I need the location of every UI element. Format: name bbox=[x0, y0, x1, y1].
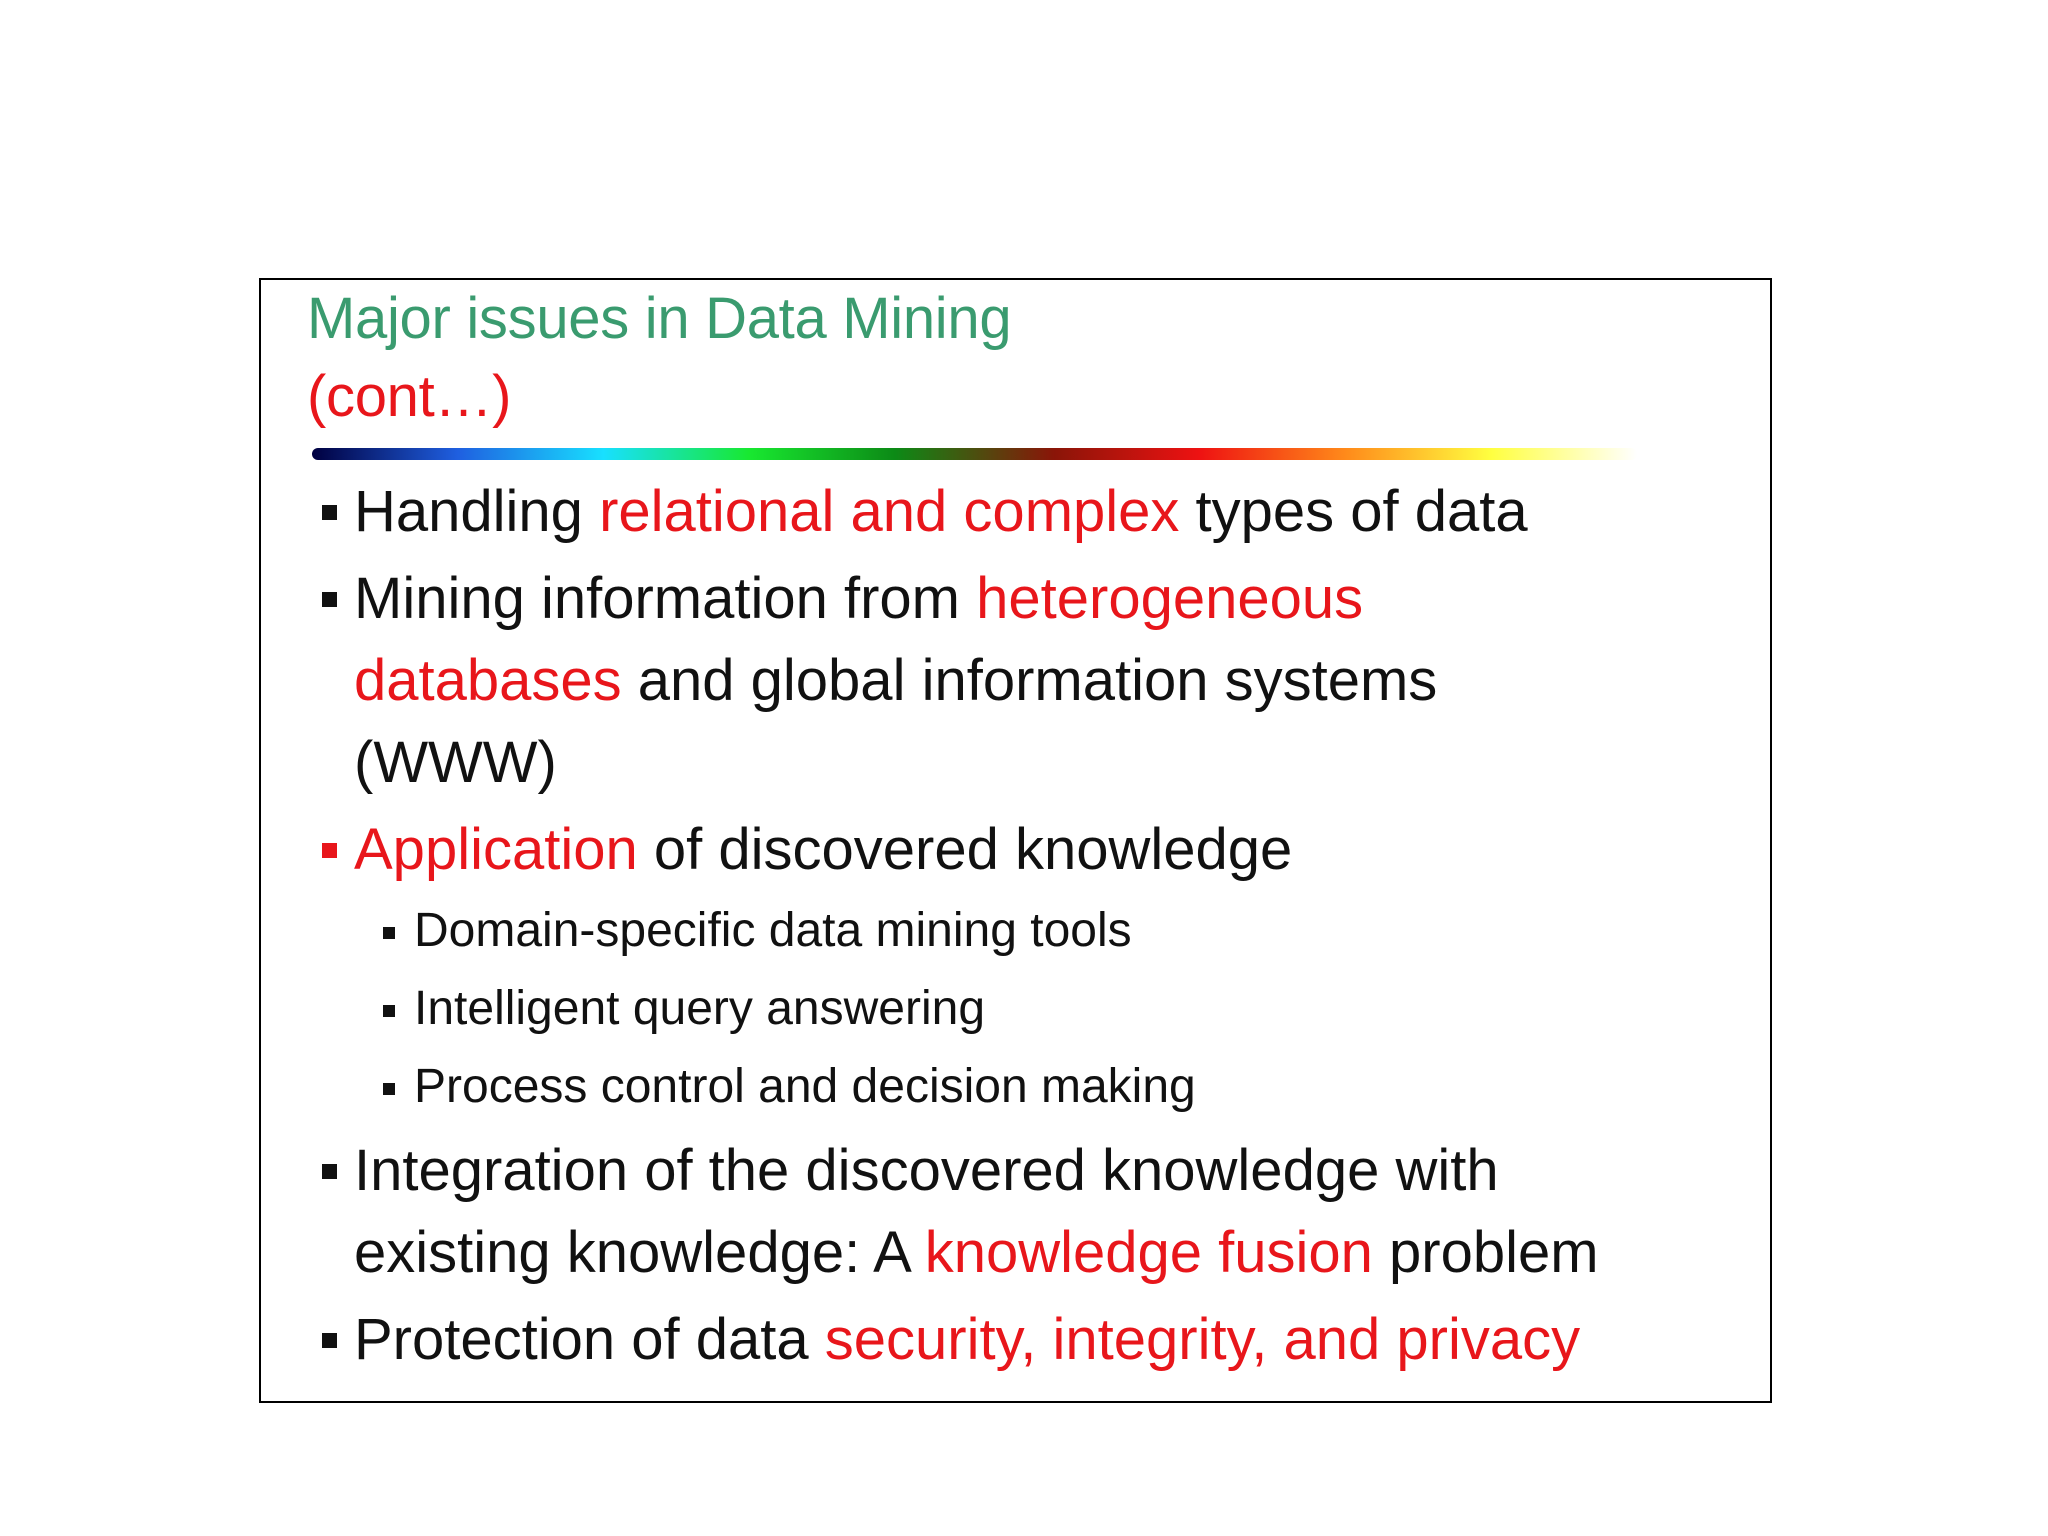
bullet-text: (WWW) bbox=[354, 730, 557, 795]
bullet-text: problem bbox=[1372, 1220, 1599, 1285]
bullet-item bbox=[316, 1130, 1756, 1294]
square-bullet-icon bbox=[322, 592, 337, 607]
bullet-text: of discovered knowledge bbox=[637, 817, 1293, 882]
bullet-item bbox=[316, 558, 1756, 804]
bullet-text: Integration of the discovered knowledge with bbox=[354, 1138, 1499, 1203]
highlighted-text: security, integrity, and privacy bbox=[824, 1307, 1581, 1372]
highlighted-text: databases bbox=[354, 648, 622, 713]
square-bullet-icon bbox=[322, 505, 337, 520]
highlighted-text: relational and complex bbox=[599, 479, 1180, 544]
bullet-text: existing knowledge: A bbox=[354, 1220, 925, 1285]
bullet-item bbox=[316, 1299, 1756, 1381]
bullet-text: Intelligent query answering bbox=[414, 982, 986, 1035]
bullet-text: Mining information from bbox=[354, 566, 977, 631]
bullet-text: Protection of data bbox=[354, 1307, 825, 1372]
square-bullet-icon bbox=[383, 1083, 395, 1095]
slide-title bbox=[307, 280, 1507, 436]
bullet-text: Process control and decision making bbox=[414, 1060, 1196, 1113]
square-bullet-icon bbox=[322, 1333, 337, 1348]
bullet-item bbox=[316, 809, 1756, 891]
square-bullet-icon bbox=[383, 1005, 395, 1017]
bullet-text: Domain-specific data mining tools bbox=[414, 904, 1132, 957]
sub-bullet-item bbox=[316, 1049, 1756, 1125]
slide-title-line: (cont…) bbox=[307, 364, 512, 429]
square-bullet-icon bbox=[322, 1164, 337, 1179]
bullet-text: and global information systems bbox=[621, 648, 1438, 713]
sub-bullet-item bbox=[316, 971, 1756, 1047]
slide-title-line: Major issues in Data Mining bbox=[307, 286, 1012, 351]
bullet-item bbox=[316, 471, 1756, 553]
rainbow-divider bbox=[312, 448, 1637, 460]
sub-bullet-item bbox=[316, 893, 1756, 969]
bullet-text: Handling bbox=[354, 479, 600, 544]
bullet-list bbox=[316, 466, 1756, 1381]
slide-frame bbox=[259, 278, 1772, 1403]
highlighted-text: heterogeneous bbox=[976, 566, 1364, 631]
highlighted-text: knowledge fusion bbox=[924, 1220, 1373, 1285]
highlighted-text: Application bbox=[354, 817, 638, 882]
square-bullet-icon bbox=[383, 927, 395, 939]
square-bullet-icon bbox=[322, 843, 337, 858]
bullet-text: types of data bbox=[1179, 479, 1528, 544]
